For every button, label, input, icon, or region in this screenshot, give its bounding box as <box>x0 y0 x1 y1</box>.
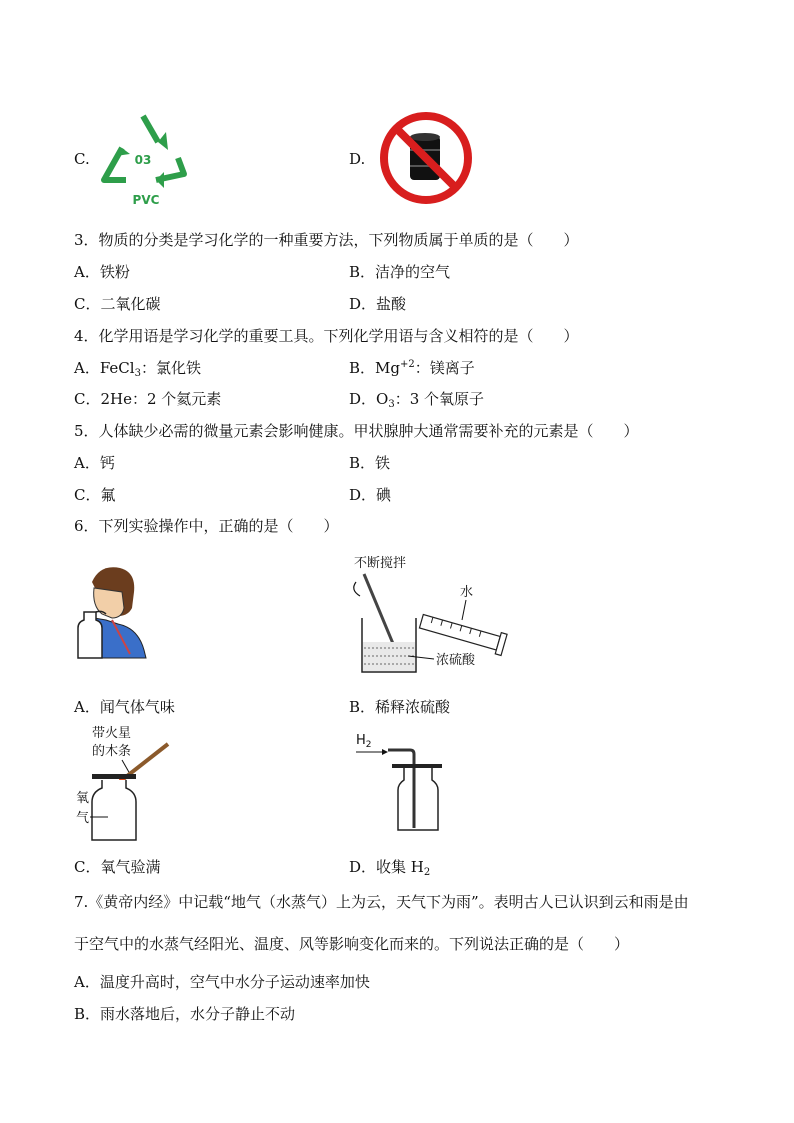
recycle-arrowhead-1 <box>158 132 168 150</box>
q7-option-b: B．雨水落地后，水分子静止不动 <box>74 1005 296 1023</box>
q3-stem: 3．物质的分类是学习化学的一种重要方法，下列物质属于单质的是（ ） <box>74 231 579 249</box>
q6-option-a: A．闻气体气味 <box>74 698 175 716</box>
collect-h2-illustration <box>352 728 452 836</box>
q4-option-c: C．2He：2 个氦元素 <box>74 390 222 408</box>
pvc-label: PVC <box>132 193 160 207</box>
q5-option-c: C．氟 <box>74 486 116 504</box>
stopper <box>392 764 442 768</box>
arrow-right-icon <box>382 749 388 755</box>
q6-option-d: D．收集 $H_2$ <box>349 858 431 878</box>
collection-bottle <box>398 768 438 830</box>
no-oil-barrel-sign <box>378 110 474 206</box>
glass-plate <box>92 774 136 779</box>
q3-option-c: C．二氧化碳 <box>74 295 161 313</box>
q3-option-a: A．铁粉 <box>74 263 130 281</box>
smell-gas-illustration <box>72 562 152 662</box>
q6-option-b: B．稀释浓硫酸 <box>349 698 451 716</box>
q4-stem: 4．化学用语是学习化学的重要工具。下列化学用语与含义相符的是（ ） <box>74 327 579 345</box>
q5-option-b: B．铁 <box>349 454 391 472</box>
water-label: 水 <box>460 585 474 600</box>
q7-line2: 于空气中的水蒸气经阳光、温度、风等影响变化而来的。下列说法正确的是（ ） <box>74 935 630 953</box>
q3-option-b: B．洁净的空气 <box>349 263 451 281</box>
h2-label: $H_2$ <box>356 733 372 750</box>
q3-option-d: D．盐酸 <box>349 295 407 313</box>
q5-option-a: A．钙 <box>74 454 115 472</box>
q6-option-c: C．氧气验满 <box>74 858 161 876</box>
q4-option-d: D．$O_3$：3 个氧原子 <box>349 390 485 410</box>
pvc-code: 03 <box>134 153 152 167</box>
acid-label: 浓硫酸 <box>436 653 476 668</box>
oxygen-label-2: 气 <box>76 811 90 826</box>
q7-line1: 7.《黄帝内经》中记载“地气（水蒸气）上为云，天气下为雨”。表明古人已认识到云和雨是由 <box>74 893 689 911</box>
splint-label-2: 的木条 <box>92 744 132 759</box>
rotate-arrow-icon <box>354 582 360 596</box>
q7-option-a: A．温度升高时，空气中水分子运动速率加快 <box>74 973 370 991</box>
option-c-letter: C. <box>74 150 90 168</box>
q4-option-b: B．$Mg^{+2}$：镁离子 <box>349 359 475 377</box>
oxygen-test-illustration <box>74 722 178 844</box>
q4-option-a: A．FeCl$_3$：氯化铁 <box>74 359 201 379</box>
dilute-acid-illustration <box>350 552 520 676</box>
oxygen-label-1: 氧 <box>76 791 90 806</box>
recycle-arrow-right <box>143 116 158 142</box>
recycle-arrowhead-2 <box>156 172 164 188</box>
option-d-letter: D. <box>349 150 366 168</box>
splint-label-1: 带火星 <box>92 726 132 741</box>
q6-stem: 6．下列实验操作中，正确的是（ ） <box>74 517 339 535</box>
pvc-recycle-symbol <box>96 108 190 208</box>
gas-jar <box>92 780 136 840</box>
stir-label: 不断搅拌 <box>354 556 407 571</box>
q5-option-d: D．碘 <box>349 486 392 504</box>
q5-stem: 5．人体缺少必需的微量元素会影响健康。甲状腺肿大通常需要补充的元素是（ ） <box>74 422 639 440</box>
